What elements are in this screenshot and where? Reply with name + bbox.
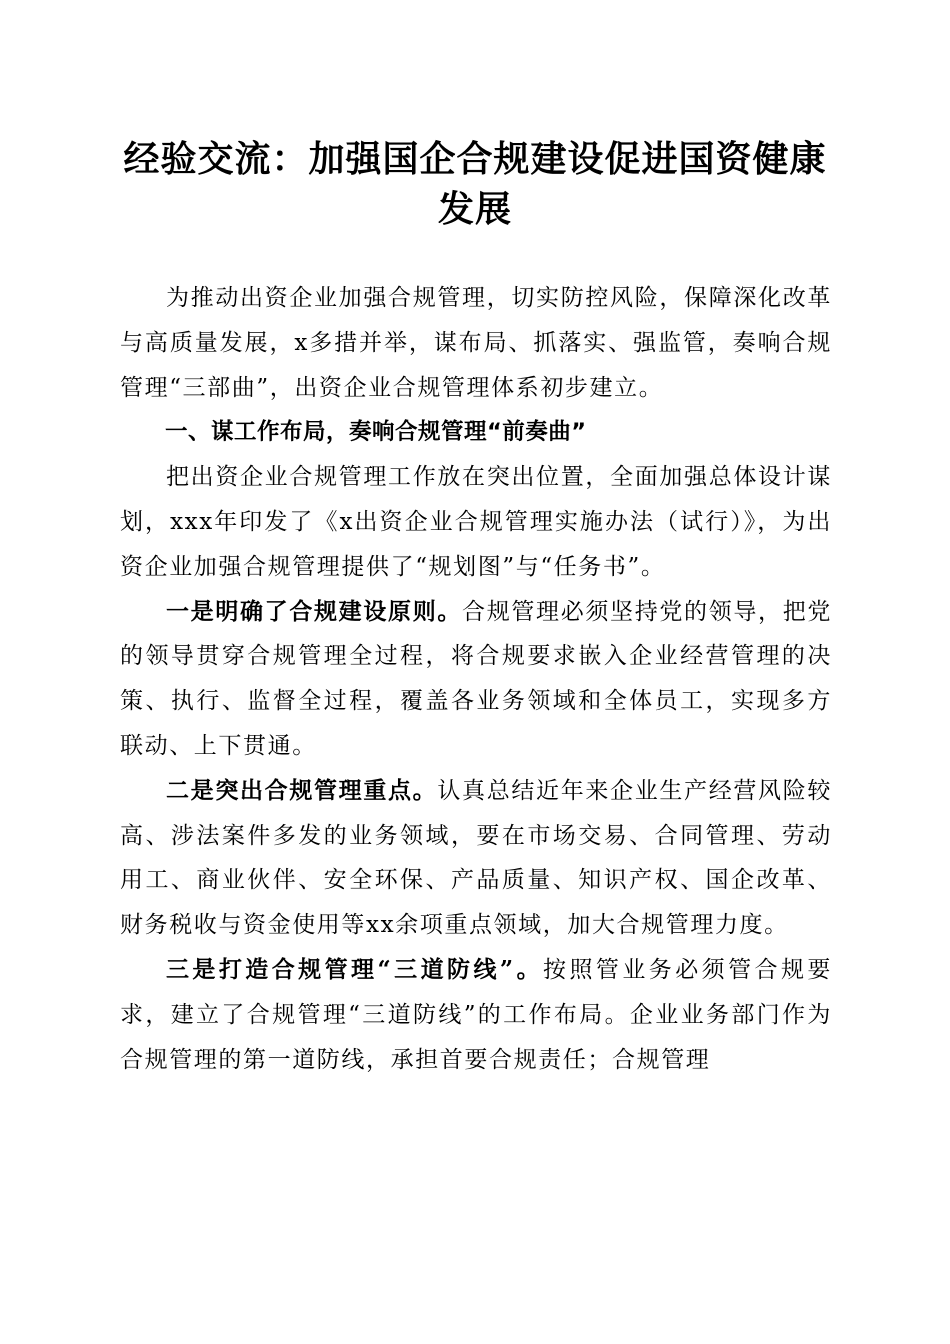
point-lead-2: 二是突出合规管理重点。 (166, 776, 438, 804)
point-paragraph-1 (120, 590, 832, 769)
point-text-2: 认真总结近年来企业生产经营风险较高、涉法案件多发的业务领域，要在市场交易、合同管理、劳动用工、商业伙伴、安全环保、产品质量、知识产权、国企改革、财务税收与资金使用等xx余项重点领域，加大合规管理力度。 (120, 777, 832, 939)
point-text-3: 按照管业务必须管合规要求，建立了合规管理“三道防线”的工作布局。企业业务部门作为合规管理的第一道防线，承担首要合规责任；合规管理 (120, 956, 832, 1073)
section-intro-paragraph: 把出资企业合规管理工作放在突出位置，全面加强总体设计谋划，xxx年印发了《x出资企业合规管理实施办法（试行）》，为出资企业加强合规管理提供了“规划图”与“任务书”。 (120, 464, 832, 580)
intro-paragraph: 为推动出资企业加强合规管理，切实防控风险，保障深化改革与高质量发展，x多措并举，谋布局、抓落实、强监管，奏响合规管理“三部曲”，出资企业合规管理体系初步建立。 (120, 285, 832, 401)
document-body (120, 276, 832, 1082)
section-heading: 一、谋工作布局，奏响合规管理“前奏曲” (165, 419, 587, 446)
point-lead-1: 一是明确了合规建设原则。 (166, 597, 463, 625)
document-title: 经验交流：加强国企合规建设促进国资健康发展 (123, 138, 827, 230)
point-paragraph-2 (120, 769, 832, 948)
point-text-1: 合规管理必须坚持党的领导，把党的领导贯穿合规管理全过程，将合规要求嵌入企业经营管理的决策、执行、监督全过程，覆盖各业务领域和全体员工，实现多方联动、上下贯通。 (120, 598, 832, 759)
point-lead-3: 三是打造合规管理“三道防线”。 (166, 955, 544, 983)
point-paragraph-3 (120, 948, 832, 1082)
